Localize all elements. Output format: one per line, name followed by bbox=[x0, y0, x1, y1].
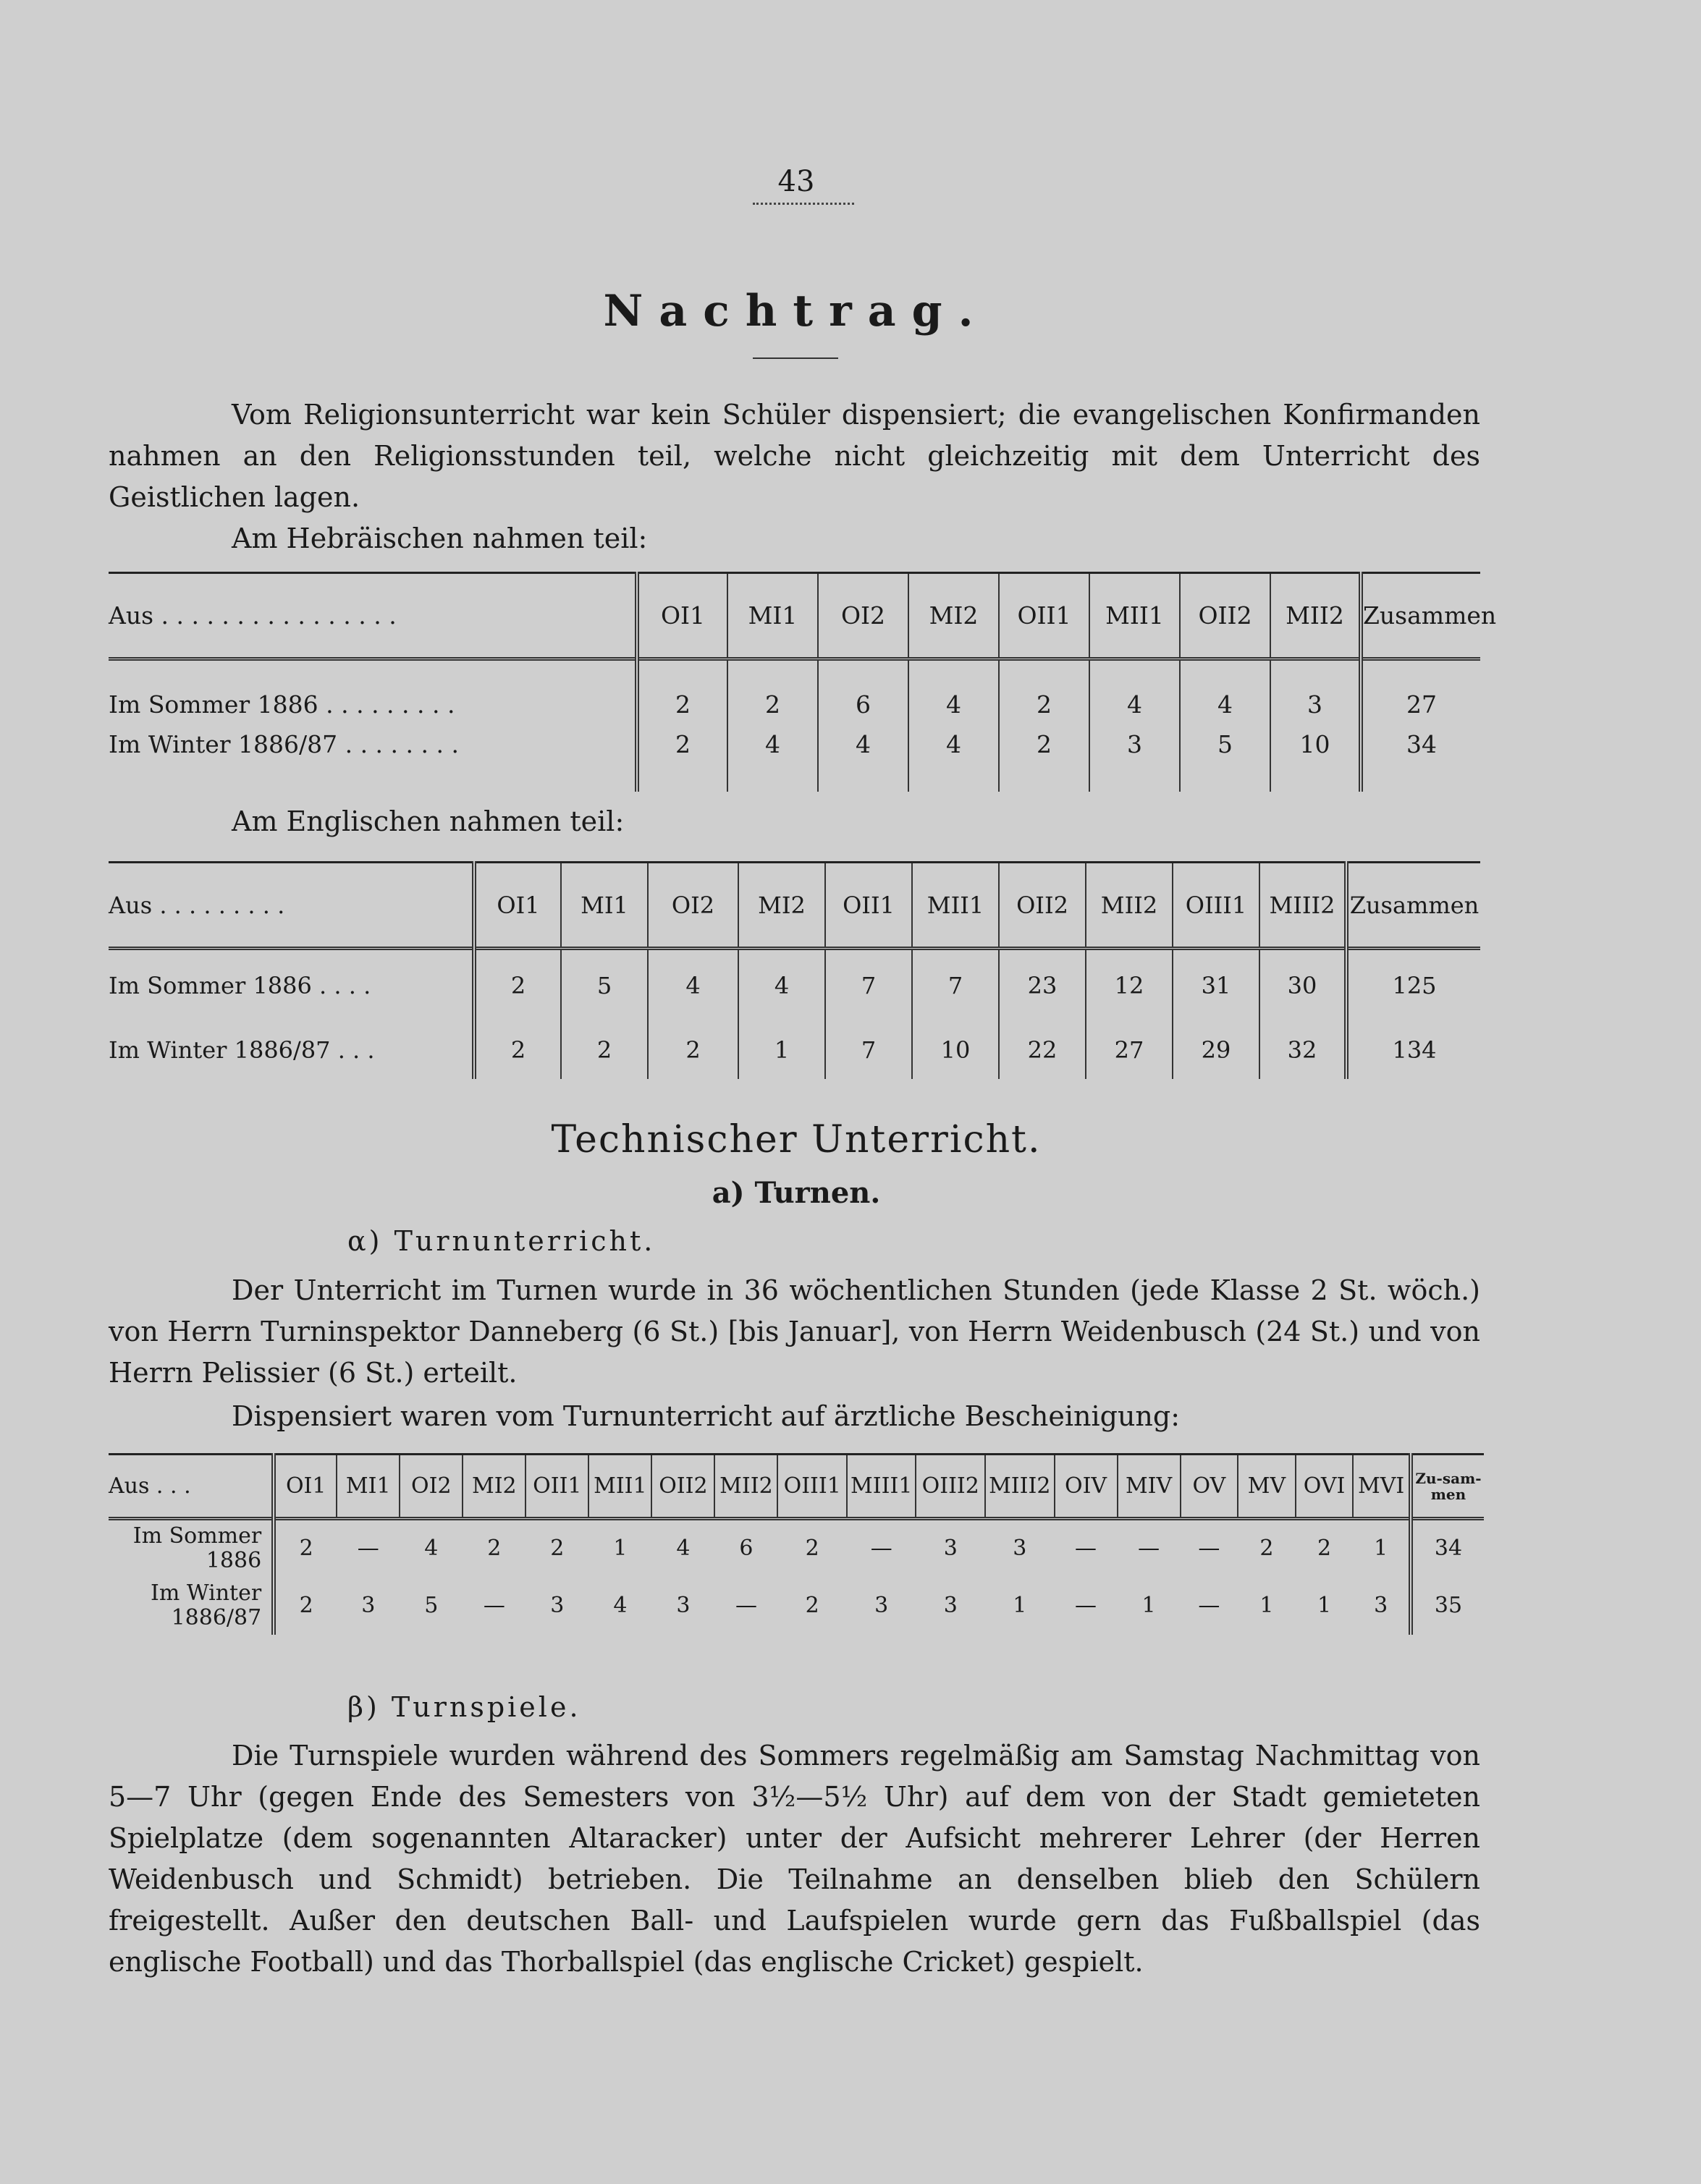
cell: 6 bbox=[818, 659, 908, 723]
english-col: MI1 bbox=[561, 863, 648, 949]
english-col-zusammen: Zusammen bbox=[1346, 863, 1480, 949]
english-table bbox=[109, 861, 1480, 1079]
row-label: Im Sommer 1886 . . . . . . . . . bbox=[109, 690, 455, 719]
cell: 2 bbox=[274, 1577, 337, 1635]
cell: 1 bbox=[738, 1021, 825, 1079]
cell: 5 bbox=[424, 1593, 439, 1618]
cell: 3 bbox=[1374, 1593, 1388, 1618]
cell: 4 bbox=[727, 723, 818, 792]
cell: 2 bbox=[1259, 1536, 1274, 1562]
cell: 22 bbox=[999, 1021, 1086, 1079]
cell: 4 bbox=[1180, 659, 1270, 723]
cell: 2 bbox=[999, 659, 1089, 723]
hebrew-col: OI2 bbox=[818, 573, 908, 659]
hebrew-col: OI1 bbox=[637, 573, 727, 659]
turn-table bbox=[109, 1453, 1484, 1635]
cell: — bbox=[1075, 1536, 1097, 1562]
hebrew-col: MI1 bbox=[727, 573, 818, 659]
turn-col: MVI bbox=[1353, 1455, 1411, 1519]
row-label: Im Winter 1886/87 . . . bbox=[109, 1036, 375, 1064]
hebrew-col: OII2 bbox=[1180, 573, 1270, 659]
hebrew-header-label: Aus . . . . . . . . . . . . . . . . bbox=[109, 601, 397, 630]
page-number: 43 bbox=[777, 165, 815, 198]
cell: 3 bbox=[676, 1593, 691, 1618]
cell: 3 bbox=[874, 1593, 889, 1618]
cell: 2 bbox=[474, 949, 561, 1021]
hebrew-col: MI2 bbox=[908, 573, 999, 659]
row-label: Im Sommer 1886 bbox=[132, 1523, 262, 1573]
page-title: Nachtrag. bbox=[603, 286, 989, 337]
cell: 3 bbox=[361, 1593, 376, 1618]
cell: 34 bbox=[1361, 723, 1480, 792]
english-col: OIII1 bbox=[1173, 863, 1259, 949]
alpha-heading: α) Turnunterricht. bbox=[347, 1225, 656, 1257]
page-number-ornament bbox=[753, 203, 854, 205]
turnen-paragraph: Der Unterricht im Turnen wurde in 36 wöchentlichen Stunden (jede Klasse 2 St. wöch.) von Herrn Turninspektor Danneberg (6 St.) [bis Januar], von Herrn Weidenbusch (24 St.) und von Herrn Pelissier (6 St.) erteilt. bbox=[109, 1274, 1480, 1389]
cell: 1 bbox=[1317, 1593, 1332, 1618]
turn-col: MII2 bbox=[714, 1455, 777, 1519]
cell: 31 bbox=[1173, 949, 1259, 1021]
title-rule bbox=[753, 357, 838, 359]
turn-header-row bbox=[109, 1455, 1484, 1519]
dispensiert-line: Dispensiert waren vom Turnunterricht auf ärztliche Bescheinigung: bbox=[232, 1400, 1181, 1432]
english-intro: Am Englischen nahmen teil: bbox=[232, 805, 625, 837]
intro-paragraph: Vom Religionsunterricht war kein Schüler dispensiert; die evangelischen Konfirmanden nahmen an den Religionsstunden teil, welche nicht gleichzeitig mit dem Unterricht des Geistlichen lagen. bbox=[109, 399, 1480, 513]
turn-col: MII1 bbox=[588, 1455, 651, 1519]
cell: 4 bbox=[676, 1536, 691, 1562]
english-col: MI2 bbox=[738, 863, 825, 949]
cell: 29 bbox=[1173, 1021, 1259, 1079]
cell: 3 bbox=[1270, 659, 1361, 723]
row-label: Im Sommer 1886 . . . . bbox=[109, 971, 371, 999]
turn-col: OVI bbox=[1296, 1455, 1354, 1519]
cell: 10 bbox=[912, 1021, 999, 1079]
cell: 2 bbox=[637, 659, 727, 723]
table-row bbox=[109, 1519, 1484, 1577]
turn-header-label: Aus . . . bbox=[109, 1473, 191, 1499]
cell: 4 bbox=[908, 659, 999, 723]
english-col: MII2 bbox=[1086, 863, 1173, 949]
hebrew-header-row bbox=[109, 573, 1480, 659]
cell: 1 bbox=[613, 1536, 628, 1562]
cell: 3 bbox=[1013, 1536, 1027, 1562]
cell: 125 bbox=[1346, 949, 1480, 1021]
english-col: MII1 bbox=[912, 863, 999, 949]
cell: 1 bbox=[1374, 1536, 1388, 1562]
cell: 4 bbox=[613, 1593, 628, 1618]
cell: 7 bbox=[825, 949, 912, 1021]
cell: 3 bbox=[943, 1536, 958, 1562]
cell: 4 bbox=[908, 723, 999, 792]
turnen-subheading: a) Turnen. bbox=[712, 1176, 881, 1210]
cell: 2 bbox=[805, 1593, 819, 1618]
table-row bbox=[109, 949, 1480, 1021]
cell: 4 bbox=[818, 723, 908, 792]
cell: 12 bbox=[1086, 949, 1173, 1021]
english-header-row bbox=[109, 863, 1480, 949]
hebrew-col: OII1 bbox=[999, 573, 1089, 659]
turn-col: MIII1 bbox=[847, 1455, 916, 1519]
turn-col: OIII1 bbox=[777, 1455, 847, 1519]
english-col: MIII2 bbox=[1259, 863, 1346, 949]
cell: 7 bbox=[825, 1021, 912, 1079]
turn-col: MV bbox=[1238, 1455, 1296, 1519]
cell: 23 bbox=[999, 949, 1086, 1021]
cell: 2 bbox=[550, 1536, 565, 1562]
cell: 10 bbox=[1270, 723, 1361, 792]
hebrew-col-zusammen: Zusammen bbox=[1361, 573, 1480, 659]
turn-col: OV bbox=[1181, 1455, 1238, 1519]
cell: 2 bbox=[727, 659, 818, 723]
technical-heading: Technischer Unterricht. bbox=[551, 1118, 1042, 1161]
cell: 2 bbox=[648, 1021, 738, 1079]
hebrew-col: MII1 bbox=[1089, 573, 1180, 659]
cell: 34 bbox=[1411, 1519, 1484, 1577]
turn-col: MI2 bbox=[463, 1455, 526, 1519]
table-row bbox=[109, 659, 1480, 723]
cell: 2 bbox=[1317, 1536, 1332, 1562]
beta-heading: β) Turnspiele. bbox=[347, 1691, 581, 1723]
cell: 2 bbox=[561, 1021, 648, 1079]
cell: 4 bbox=[424, 1536, 439, 1562]
cell: 27 bbox=[1086, 1021, 1173, 1079]
cell: 7 bbox=[912, 949, 999, 1021]
cell: — bbox=[735, 1593, 757, 1618]
turn-col-zusammen: Zu-sam-men bbox=[1411, 1455, 1484, 1519]
turn-col: OIV bbox=[1055, 1455, 1118, 1519]
english-col: OII2 bbox=[999, 863, 1086, 949]
cell: 3 bbox=[1089, 723, 1180, 792]
cell: 3 bbox=[943, 1593, 958, 1618]
english-col: OII1 bbox=[825, 863, 912, 949]
hebrew-col: MII2 bbox=[1270, 573, 1361, 659]
english-col: OI2 bbox=[648, 863, 738, 949]
cell: 134 bbox=[1346, 1021, 1480, 1079]
cell: — bbox=[870, 1536, 892, 1562]
row-label: Im Winter 1886/87 . . . . . . . . bbox=[109, 729, 459, 758]
hebrew-table bbox=[109, 572, 1497, 792]
cell: — bbox=[357, 1536, 379, 1562]
row-label: Im Winter 1886/87 bbox=[150, 1580, 262, 1630]
turn-col: MI1 bbox=[337, 1455, 400, 1519]
cell: — bbox=[1075, 1593, 1097, 1618]
english-header-label: Aus . . . . . . . . . bbox=[109, 891, 285, 919]
turn-col: OII1 bbox=[526, 1455, 588, 1519]
cell: 35 bbox=[1411, 1577, 1484, 1635]
cell: 2 bbox=[999, 723, 1089, 792]
turnspiele-paragraph: Die Turnspiele wurden während des Sommers regelmäßig am Samstag Nachmittag von 5—7 Uhr (gegen Ende des Semesters von 3½—5½ Uhr) auf dem von der Stadt gemieteten Spielplatze (dem sogenannten Altaracker) unter der Aufsicht mehrerer Lehrer (der Herren Weidenbusch und Schmidt) betrieben. Die Teilnahme an denselben blieb den Schülern freigestellt. Außer den deutschen Ball- und Laufspielen wurde gern das Fußballspiel (das englische Football) und das Thorballspiel (das englische Cricket) gespielt. bbox=[109, 1740, 1480, 1978]
turn-col: OIII2 bbox=[916, 1455, 985, 1519]
cell: 4 bbox=[1089, 659, 1180, 723]
cell: 5 bbox=[561, 949, 648, 1021]
cell: 2 bbox=[805, 1536, 819, 1562]
cell: 6 bbox=[739, 1536, 754, 1562]
cell: 1 bbox=[1141, 1593, 1156, 1618]
table-row bbox=[109, 1021, 1480, 1079]
turn-col: OI2 bbox=[400, 1455, 463, 1519]
cell: — bbox=[1198, 1536, 1220, 1562]
cell: 32 bbox=[1259, 1021, 1346, 1079]
cell: 1 bbox=[1013, 1593, 1027, 1618]
cell: 30 bbox=[1259, 949, 1346, 1021]
table-row bbox=[109, 723, 1480, 792]
turn-col: OII2 bbox=[651, 1455, 714, 1519]
cell: — bbox=[483, 1593, 505, 1618]
table-row bbox=[109, 1577, 1484, 1635]
cell: 2 bbox=[637, 723, 727, 792]
cell: 27 bbox=[1361, 659, 1480, 723]
cell: 4 bbox=[738, 949, 825, 1021]
hebrew-intro: Am Hebräischen nahmen teil: bbox=[232, 522, 648, 554]
cell: 1 bbox=[1259, 1593, 1274, 1618]
cell: 5 bbox=[1180, 723, 1270, 792]
cell: 2 bbox=[487, 1536, 502, 1562]
cell: 2 bbox=[274, 1519, 337, 1577]
cell: — bbox=[1138, 1536, 1160, 1562]
turn-col: MIV bbox=[1118, 1455, 1181, 1519]
cell: 4 bbox=[648, 949, 738, 1021]
turn-col: MIII2 bbox=[985, 1455, 1055, 1519]
cell: — bbox=[1198, 1593, 1220, 1618]
cell: 3 bbox=[550, 1593, 565, 1618]
cell: 2 bbox=[474, 1021, 561, 1079]
turn-col: OI1 bbox=[274, 1455, 337, 1519]
english-col: OI1 bbox=[474, 863, 561, 949]
